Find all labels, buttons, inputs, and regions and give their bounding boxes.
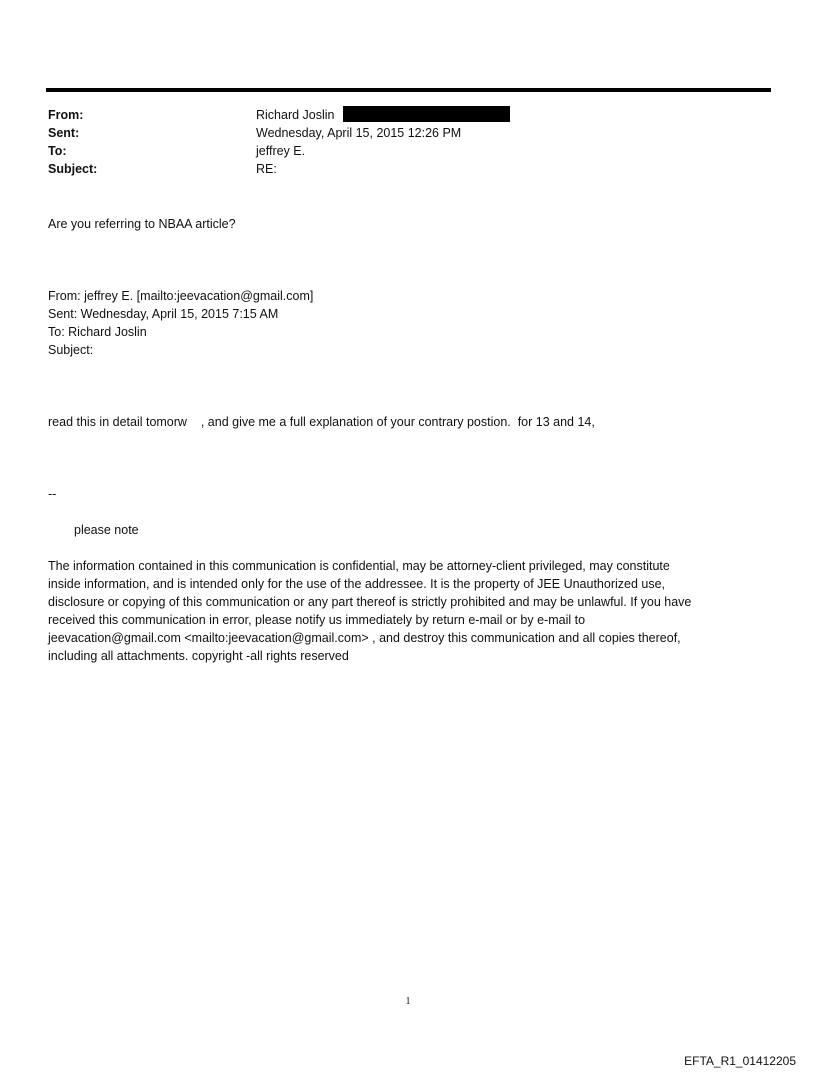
from-label: From:: [48, 108, 84, 122]
quoted-sent: Sent: Wednesday, April 15, 2015 7:15 AM: [48, 307, 279, 321]
bates-number: EFTA_R1_01412205: [684, 1054, 796, 1068]
disclaimer-line: The information contained in this communication is confidential, may be attorney-client privileged, may constitute: [48, 559, 670, 573]
disclaimer-line: inside information, and is intended only for the use of the addressee. It is the property of JEE Unauthorized use,: [48, 577, 666, 591]
header-divider: [46, 88, 771, 92]
subject-label: Subject:: [48, 162, 98, 176]
page-number: 1: [405, 996, 411, 1007]
redaction-bar: [343, 106, 510, 122]
please-note: please note: [74, 523, 139, 537]
reply-text: Are you referring to NBAA article?: [48, 217, 236, 231]
disclaimer-line: jeevacation@gmail.com <mailto:jeevacation@gmail.com> , and destroy this communication and all copies thereof,: [48, 631, 681, 645]
from-value: Richard Joslin: [256, 108, 335, 122]
quoted-subject: Subject:: [48, 343, 94, 357]
quoted-from: From: jeffrey E. [mailto:jeevacation@gmail.com]: [48, 289, 314, 303]
disclaimer-line: received this communication in error, please notify us immediately by return e-mail or by e-mail to: [48, 613, 586, 627]
quoted-body: read this in detail tomorw , and give me a full explanation of your contrary postion. for 13 and 14,: [48, 415, 595, 429]
disclaimer-line: including all attachments. copyright -all rights reserved: [48, 649, 349, 663]
to-value: jeffrey E.: [256, 144, 306, 158]
sent-value: Wednesday, April 15, 2015 12:26 PM: [256, 126, 462, 140]
disclaimer-line: disclosure or copying of this communication or any part thereof is strictly prohibited and may be unlawful. If you have: [48, 595, 692, 609]
sent-label: Sent:: [48, 126, 80, 140]
subject-value: RE:: [256, 162, 277, 176]
to-label: To:: [48, 144, 67, 158]
quoted-to: To: Richard Joslin: [48, 325, 147, 339]
signature-separator: --: [48, 487, 57, 501]
